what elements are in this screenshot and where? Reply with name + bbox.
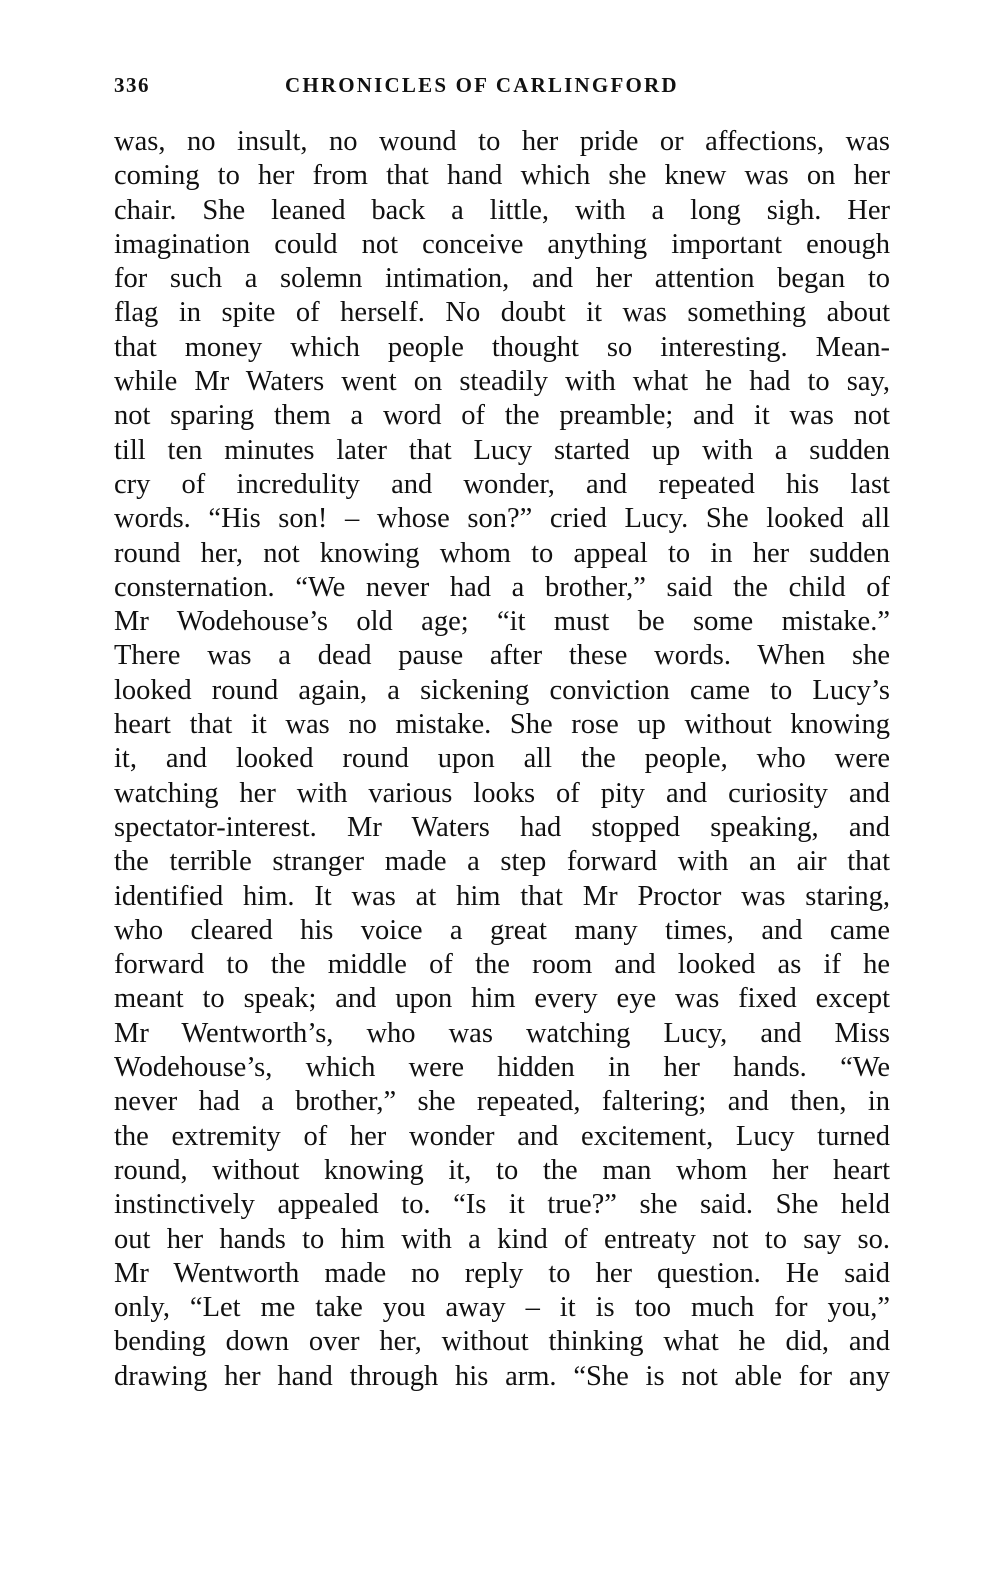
text-line: it, and looked round upon all the people, who were [114,743,890,775]
text-line: instinctively appealed to. “Is it true?” she said. She held [114,1189,890,1221]
text-line: out her hands to him with a kind of entreaty not to say so. [114,1223,890,1255]
text-line: imagination could not conceive anything important enough [114,228,890,260]
text-line: heart that it was no mistake. She rose up without knowing [114,709,890,741]
text-line: cry of incredulity and wonder, and repeated his last [114,468,890,500]
text-line: that money which people thought so interesting. Mean- [114,331,890,363]
text-line: consternation. “We never had a brother,” said the child of [114,571,890,603]
text-line: while Mr Waters went on steadily with what he had to say, [114,366,890,398]
text-line: spectator-interest. Mr Waters had stopped speaking, and [114,811,890,843]
text-line: chair. She leaned back a little, with a long sigh. Her [114,194,890,226]
text-line: bending down over her, without thinking what he did, and [114,1326,890,1358]
text-line: flag in spite of herself. No doubt it was something about [114,297,890,329]
text-line: for such a solemn intimation, and her attention began to [114,263,890,295]
text-line: meant to speak; and upon him every eye was fixed except [114,983,890,1015]
running-head [114,70,890,100]
text-line: There was a dead pause after these words. When she [114,640,890,672]
body-text [114,125,890,1394]
text-line: not sparing them a word of the preamble; and it was not [114,400,890,432]
text-line: forward to the middle of the room and looked as if he [114,949,890,981]
text-line: words. “His son! – whose son?” cried Lucy. She looked all [114,503,890,535]
book-title: CHRONICLES OF CARLINGFORD [285,73,679,97]
text-line: round, without knowing it, to the man whom her heart [114,1154,890,1186]
text-line: the terrible stranger made a step forward with an air that [114,846,890,878]
text-line: Mr Wentworth’s, who was watching Lucy, and Miss [114,1017,890,1049]
text-line: Wodehouse’s, which were hidden in her hands. “We [114,1052,890,1084]
text-line: looked round again, a sickening conviction came to Lucy’s [114,674,890,706]
text-line: coming to her from that hand which she knew was on her [114,160,890,192]
text-line: watching her with various looks of pity and curiosity and [114,777,890,809]
page-number: 336 [114,73,150,97]
text-line: Mr Wodehouse’s old age; “it must be some mistake.” [114,606,890,638]
text-line: identified him. It was at him that Mr Proctor was staring, [114,880,890,912]
text-line: only, “Let me take you away – it is too much for you,” [114,1292,890,1324]
text-line: till ten minutes later that Lucy started up with a sudden [114,434,890,466]
text-line: Mr Wentworth made no reply to her question. He said [114,1257,890,1289]
text-line: never had a brother,” she repeated, faltering; and then, in [114,1086,890,1118]
text-line: was, no insult, no wound to her pride or affections, was [114,126,890,157]
text-line: round her, not knowing whom to appeal to in her sudden [114,537,890,569]
text-line: drawing her hand through his arm. “She is not able for any [114,1360,890,1392]
text-line: who cleared his voice a great many times, and came [114,914,890,946]
text-line: the extremity of her wonder and excitement, Lucy turned [114,1120,890,1152]
